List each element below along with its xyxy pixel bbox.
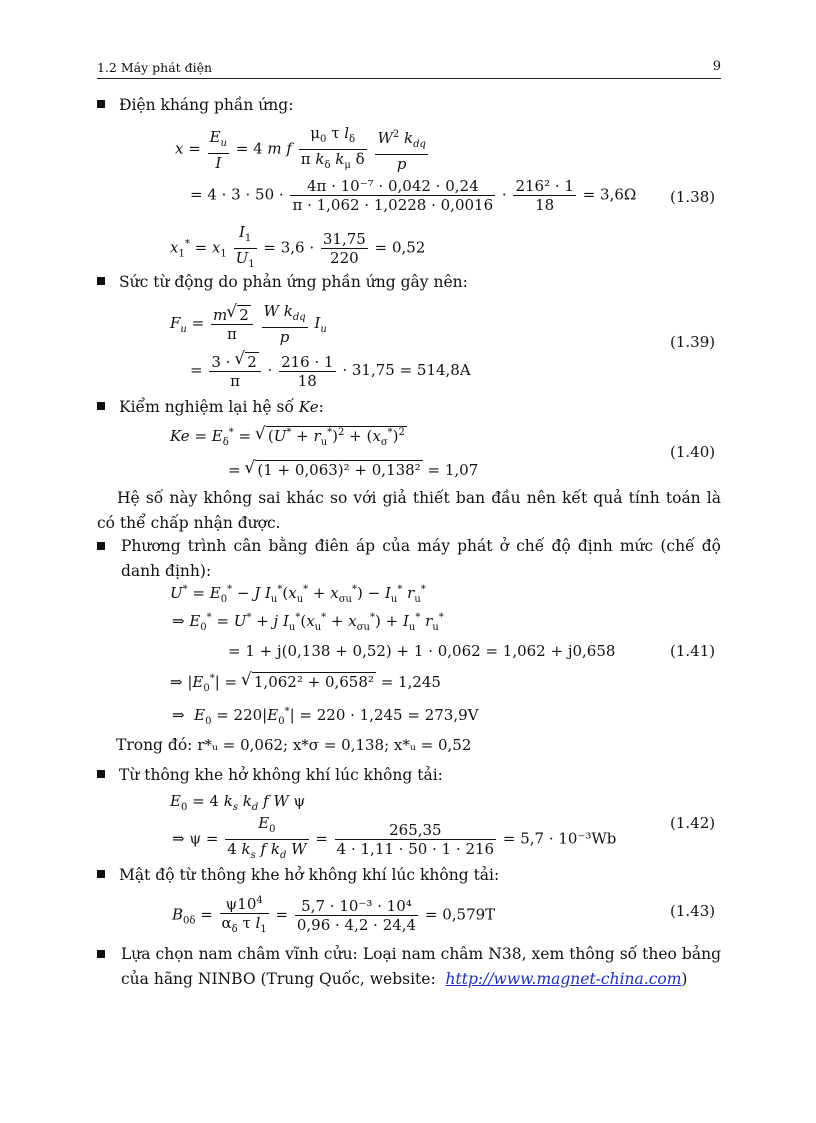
eq-number-1-38: (1.38): [670, 188, 716, 206]
eq-1-39-line1: $F_u$ = $\frac{m√ 2}{\pi}$ $\frac{W k_{dq}}{p}$ $I_u$: [170, 302, 327, 346]
eq-number-1-42: (1.42): [670, 814, 716, 832]
bullet-marker: [97, 770, 105, 778]
eq-1-40-line2: = √ (1 + 0,063)² + 0,138² = 1,07: [228, 460, 478, 479]
bullet-magnet-selection: Lựa chọn nam châm vĩnh cửu: Loại nam châm N38, xem thông số theo bảng của hãng NINBO (Trung Quốc, website: http://www.magnet-china.com): [121, 942, 721, 992]
paragraph-conclusion: Hệ số này không sai khác so với giả thiết ban đầu nên kết quả tính toán là có thể chấp nhận được.: [97, 489, 721, 532]
page-number: 9: [712, 59, 721, 74]
eq-1-38-line3: $x_1^* = x_1$ $\frac{I_1}{U_1}$ = 3,6 · $\frac{31,75}{220}$ = 0,52: [170, 223, 426, 270]
section-title: 1.2 Máy phát điện: [97, 60, 213, 75]
eq-1-41-line1: $U^* = E_0^* - J$ $I_u^*(x_u^* + x_{\sigma u}^*) - I_u^*$ $r_u^*$: [170, 584, 426, 605]
bullet-marker: [97, 542, 105, 550]
eq-1-41-line3: = 1 + j(0,138 + 0,52) + 1 · 0,062 = 1,062 + j0,658: [228, 642, 616, 660]
eq-number-1-43: (1.43): [670, 902, 716, 920]
bullet-marker: [97, 100, 105, 108]
eq-1-40-line1: $Ke = E_\delta^*$ = √ $(U^* + r_u^*)^2 + (x_\sigma^*)^2$: [170, 426, 407, 448]
bullet-flux-density: Mật độ từ thông khe hở không khí lúc không tải:: [97, 866, 499, 884]
bullet-air-gap-flux: Từ thông khe hở không khí lúc không tải:: [97, 766, 443, 784]
eq-1-38-line2: = 4 · 3 · 50 · $\frac{\text{4π · 10⁻⁷ · 0,042 · 0,24}}{\pi \cdot 1,062 \cdot 1,0228 \cdot 0,0016}$ · $\frac{\text{216² · 1}}{18}$ = 3,6Ω: [190, 177, 637, 214]
bullet-marker: [97, 950, 105, 958]
eq-1-43: $B_{0\delta}$ = $\frac{\psi 10^4}{\alpha_\delta \tau l_1}$ = $\frac{\text{5,7 · 10⁻³ · 10⁴}}{0,96 \cdot 4,2 \cdot 24,4}$ = 0,579T: [172, 892, 495, 939]
eq-1-41-line5: ⇒ $E_0 = 220|E_0^*| = 220 \cdot 1,245 = 273,9V$: [172, 706, 479, 727]
eq-number-1-41: (1.41): [670, 642, 716, 660]
bullet-marker: [97, 870, 105, 878]
where-line: Trong đó: r*ᵤ = 0,062; x*σ = 0,138; x*ᵤ = 0,52: [116, 736, 472, 754]
bullet-armature-mmf: Sức từ động do phản ứng phần ứng gây nên:: [97, 273, 468, 291]
bullet-marker: [97, 402, 105, 410]
bullet-armature-reactance: Điện kháng phần ứng:: [97, 96, 293, 114]
running-header: [97, 58, 721, 79]
eq-1-42-line2: ⇒ ψ = $\frac{E_0}{4 k_s f k_d W}$ = $\frac{265,35}{4 \cdot 1,11 \cdot 50 \cdot 1 \cdot 216}$ = 5,7 · 10⁻³Wb: [172, 814, 617, 861]
eq-1-41-line4: ⇒ $|E_0^*|$ = √ 1,062² + 0,658² = 1,245: [170, 672, 441, 694]
bullet-marker: [97, 277, 105, 285]
eq-number-1-40: (1.40): [670, 443, 716, 461]
eq-number-1-39: (1.39): [670, 333, 716, 351]
eq-1-39-line2: = $\frac{3 \cdot √ 2}{\pi}$ · $\frac{216 \cdot 1}{18}$ · 31,75 = 514,8A: [190, 352, 471, 390]
eq-1-38-line1: x = $\frac{E_u}{I}$ = 4 m f $\frac{\mu_0 \tau l_\delta}{\pi k_\delta k_\mu \delta}$ $\frac{W^2 k_{dq}}{p}$: [175, 124, 426, 173]
eq-1-42-line1: $E_0 = 4$ $k_s$ $k_d$ f W ψ: [170, 792, 306, 813]
bullet-check-ke: Kiểm nghiệm lại hệ số Ke:: [97, 398, 324, 416]
magnet-website-link[interactable]: http://www.magnet-china.com: [445, 970, 682, 988]
bullet-voltage-equation: Phương trình cân bằng điên áp của máy phát ở chế độ định mức (chế độ danh định):: [121, 534, 721, 584]
eq-1-41-line2: ⇒ $E_0^* = U^* + j$ $I_u^*(x_u^* + x_{\sigma u}^*) + I_u^*$ $r_u^*$: [172, 612, 444, 633]
